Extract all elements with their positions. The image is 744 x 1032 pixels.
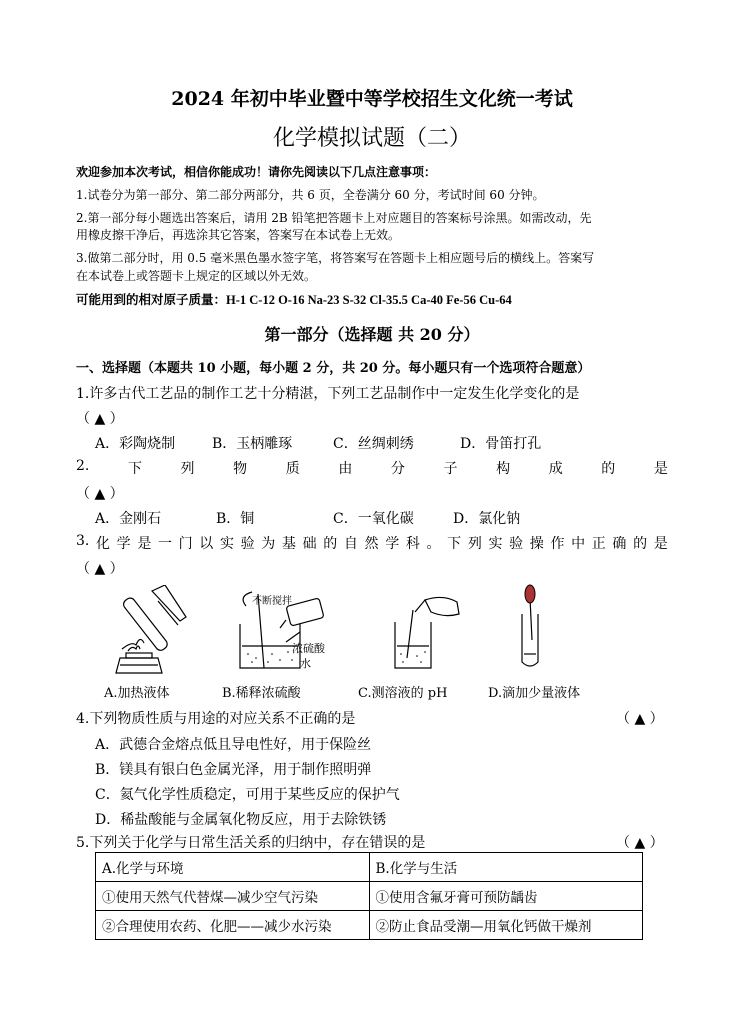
notice-line-2b: 用橡皮擦干净后，再选涂其它答案，答案写在本试卷上无效。 xyxy=(76,228,401,242)
q2-stem-char: 列 xyxy=(180,461,195,477)
q2-stem-char: 2. xyxy=(76,458,90,474)
notice-intro: 欢迎参加本次考试，相信你能成功！请你先阅读以下几点注意事项： xyxy=(76,165,437,179)
figure-heating-liquid xyxy=(110,585,200,677)
q5-table-cell: B.化学与生活 xyxy=(369,853,643,882)
q3-stem-char: 实 xyxy=(488,536,503,552)
q3-stem-char: 确 xyxy=(612,536,627,552)
q3-stem-char: 验 xyxy=(240,536,255,552)
q3-stem-char: 的 xyxy=(633,536,648,552)
label-acid: 浓硫酸 xyxy=(292,642,325,655)
q2-stem-char: 构 xyxy=(496,461,511,477)
q3-caption-d: D.滴加少量液体 xyxy=(488,686,581,701)
q4-answer-mark: （ ▲ ） xyxy=(616,711,664,727)
q5-table-cell: A.化学与环境 xyxy=(96,853,370,882)
q5-answer-mark: （ ▲ ） xyxy=(616,835,664,851)
q3-stem-char: 然 xyxy=(364,536,379,552)
section1-heading: 一、选择题（本题共 10 小题，每小题 2 分，共 20 分。每小题只有一个选项符合题意） xyxy=(76,361,591,376)
q1-option-b: B．玉柄雕琢 xyxy=(212,436,293,452)
q3-stem-char: 正 xyxy=(591,536,606,552)
q3-stem-char: 学 xyxy=(116,536,131,552)
q3-stem-char: 列 xyxy=(467,536,482,552)
q1-option-a: A．彩陶烧制 xyxy=(95,436,176,452)
label-stir: 不断搅拌 xyxy=(252,596,292,607)
q4-option-b: B．镁具有银白色金属光泽，用于制作照明弹 xyxy=(95,762,372,778)
q3-stem-char: 下 xyxy=(447,536,462,552)
q3-stem-char: 是 xyxy=(653,536,668,552)
notice-line-1: 1.试卷分为第一部分、第二部分两部分，共 6 页，全卷满分 60 分，考试时间 60 分钟。 xyxy=(76,188,545,202)
q3-caption-b: B.稀释浓硫酸 xyxy=(222,686,301,701)
q5-table-cell: ②防止食品受潮—用氧化钙做干燥剂 xyxy=(369,911,643,940)
q5-table-cell: ①使用天然气代替煤—减少空气污染 xyxy=(96,882,370,911)
label-water: 水 xyxy=(300,657,311,670)
q3-stem-char: 基 xyxy=(281,536,296,552)
q3-stem xyxy=(76,533,668,553)
q3-stem-char: 的 xyxy=(323,536,338,552)
q3-stem-char: 。 xyxy=(426,536,441,552)
exam-title: 2024 年初中毕业暨中等学校招生文化统一考试 xyxy=(171,88,573,110)
q3-stem-char: 科 xyxy=(405,536,420,552)
q3-stem-char: 是 xyxy=(137,536,152,552)
q3-stem-char: 学 xyxy=(385,536,400,552)
q3-stem-char: 化 xyxy=(96,536,111,552)
exam-subtitle: 化学模拟试题（二） xyxy=(272,126,471,151)
q3-stem-char: 一 xyxy=(157,536,172,552)
q3-caption-c: C.测溶液的 pH xyxy=(358,686,448,701)
q3-stem-char: 为 xyxy=(261,536,276,552)
q3-stem-char: 实 xyxy=(219,536,234,552)
q2-stem-char: 物 xyxy=(233,461,248,477)
q4-option-c: C．氦气化学性质稳定，可用于某些反应的保护气 xyxy=(95,787,400,803)
q4-option-d: D．稀盐酸能与金属氧化物反应，用于去除铁锈 xyxy=(95,812,387,828)
atomic-masses: 可能用到的相对原子质量：H-1 C-12 O-16 Na-23 S-32 Cl-35.5 Ca-40 Fe-56 Cu-64 xyxy=(76,293,512,307)
q2-answer-mark: （ ▲ ） xyxy=(76,486,124,502)
q2-stem-char: 质 xyxy=(285,461,300,477)
q3-stem-char: 3. xyxy=(76,533,90,549)
q5-stem: 5.下列关于化学与日常生活关系的归纳中，存在错误的是 xyxy=(76,835,426,851)
q2-stem-char: 分 xyxy=(390,461,405,477)
q3-stem-char: 以 xyxy=(199,536,214,552)
q3-caption-a: A.加热液体 xyxy=(104,686,170,701)
q2-option-d: D．氯化钠 xyxy=(453,511,521,527)
notice-line-3a: 3.做第二部分时，用 0.5 毫米黑色墨水签字笔，将答案写在答题卡上相应题号后的横线上。答案写 xyxy=(76,251,595,265)
q4-option-a: A．武德合金熔点低且导电性好，用于保险丝 xyxy=(95,737,372,753)
part1-title: 第一部分（选择题 共 20 分） xyxy=(264,325,480,344)
q2-stem-char: 成 xyxy=(548,461,563,477)
q3-stem-char: 础 xyxy=(302,536,317,552)
q1-stem: 1.许多古代工艺品的制作工艺十分精湛，下列工艺品制作中一定发生化学变化的是 xyxy=(76,386,580,402)
q3-stem-char: 验 xyxy=(509,536,524,552)
q3-stem-char: 操 xyxy=(529,536,544,552)
q1-option-c: C．丝绸刺绣 xyxy=(333,436,414,452)
notice-line-2a: 2.第一部分每小题选出答案后，请用 2B 铅笔把答题卡上对应题目的答案标号涂黑。如需改动，先 xyxy=(76,211,592,225)
q3-answer-mark: （ ▲ ） xyxy=(76,561,124,577)
figure-ph-test xyxy=(385,592,465,674)
q3-stem-char: 中 xyxy=(571,536,586,552)
q2-option-c: C．一氧化碳 xyxy=(333,511,414,527)
q5-table xyxy=(95,852,643,940)
figure-dropper xyxy=(510,584,560,674)
q3-stem-char: 作 xyxy=(550,536,565,552)
q2-stem-char: 是 xyxy=(653,461,668,477)
q2-stem-char: 子 xyxy=(443,461,458,477)
q2-option-b: B．铜 xyxy=(216,511,255,527)
q1-answer-mark: （ ▲ ） xyxy=(76,411,124,427)
q3-stem-char: 自 xyxy=(343,536,358,552)
notice-line-3b: 在本试卷上或答题卡上规定的区域以外无效。 xyxy=(76,269,317,283)
q4-stem: 4.下列物质性质与用途的对应关系不正确的是 xyxy=(76,711,356,727)
q2-stem xyxy=(76,458,668,478)
q1-option-d: D．骨笛打孔 xyxy=(460,436,542,452)
q3-stem-char: 门 xyxy=(178,536,193,552)
q5-table-cell: ②合理使用农药、化肥——减少水污染 xyxy=(96,911,370,940)
q2-stem-char: 下 xyxy=(127,461,142,477)
q2-stem-char: 的 xyxy=(601,461,616,477)
q5-table-cell: ①使用含氟牙膏可预防龋齿 xyxy=(369,882,643,911)
q2-stem-char: 由 xyxy=(338,461,353,477)
q2-option-a: A．金刚石 xyxy=(95,511,162,527)
